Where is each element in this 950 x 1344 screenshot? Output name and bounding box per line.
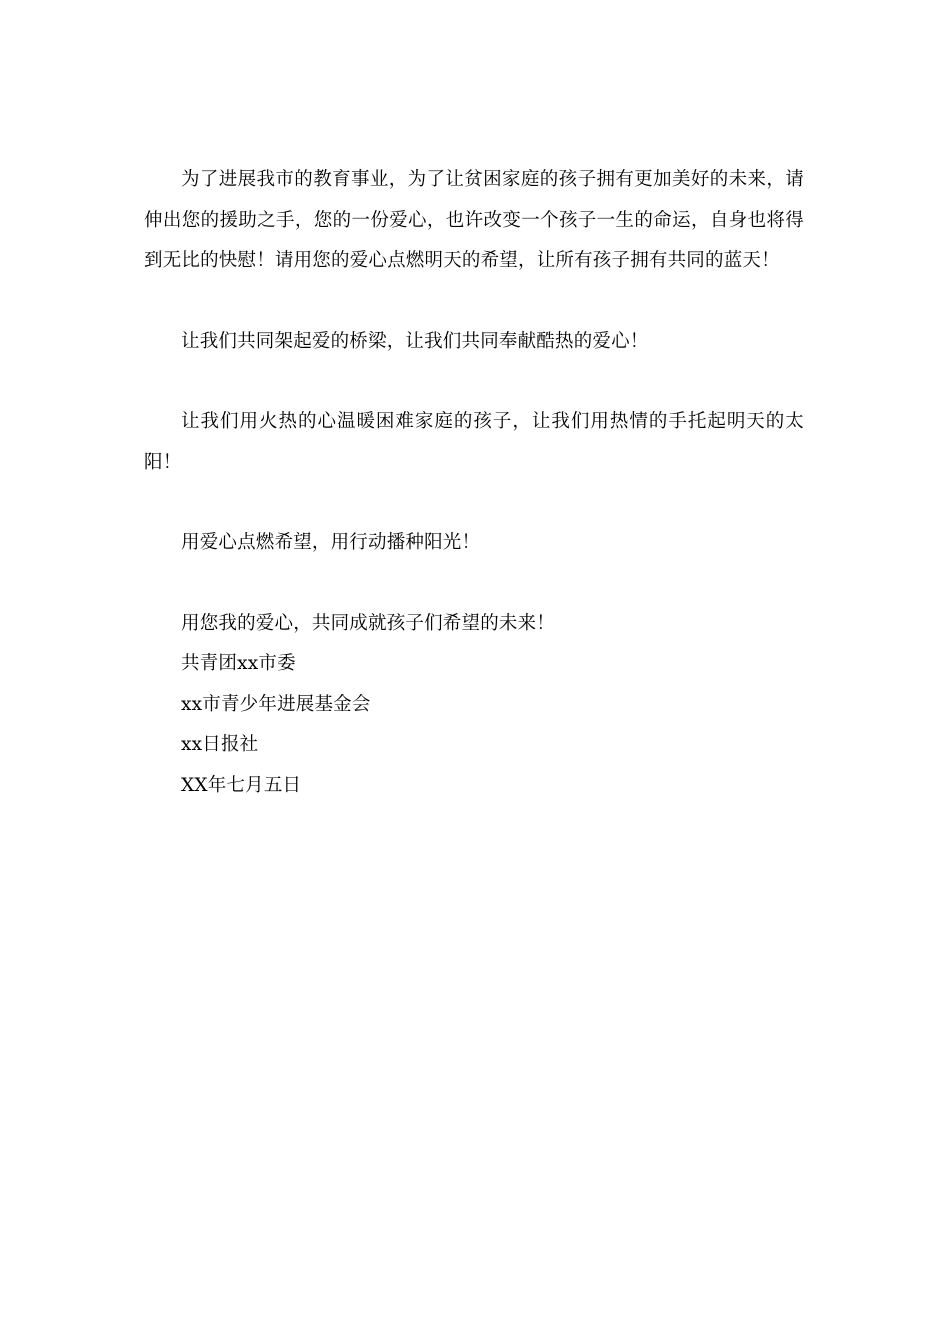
paragraph-appeal: 为了进展我市的教育事业，为了让贫困家庭的孩子拥有更加美好的未来，请伸出您的援助之手，您的一份爱心，也许改变一个孩子一生的命运，自身也将得到无比的快慰！请用您的爱心点燃明天的希望，让所有孩子拥有共同的蓝天！ bbox=[144, 169, 804, 271]
document-body bbox=[144, 160, 804, 806]
signature-youth-league: 共青团xx市委 bbox=[181, 653, 296, 674]
signature-foundation: xx市青少年进展基金会 bbox=[181, 693, 371, 715]
paragraph-bridge: 让我们共同架起爱的桥梁，让我们共同奉献酷热的爱心！ bbox=[181, 330, 649, 352]
paragraph-future: 用您我的爱心，共同成就孩子们希望的未来！ bbox=[181, 612, 556, 634]
signature-date: XX年七月五日 bbox=[181, 774, 302, 796]
signature-newspaper: xx日报社 bbox=[181, 734, 259, 755]
paragraph-warm-hearts: 让我们用火热的心温暖困难家庭的孩子，让我们用热情的手托起明天的太阳！ bbox=[144, 411, 804, 473]
paragraph-hope: 用爱心点燃希望，用行动播种阳光！ bbox=[181, 532, 481, 553]
